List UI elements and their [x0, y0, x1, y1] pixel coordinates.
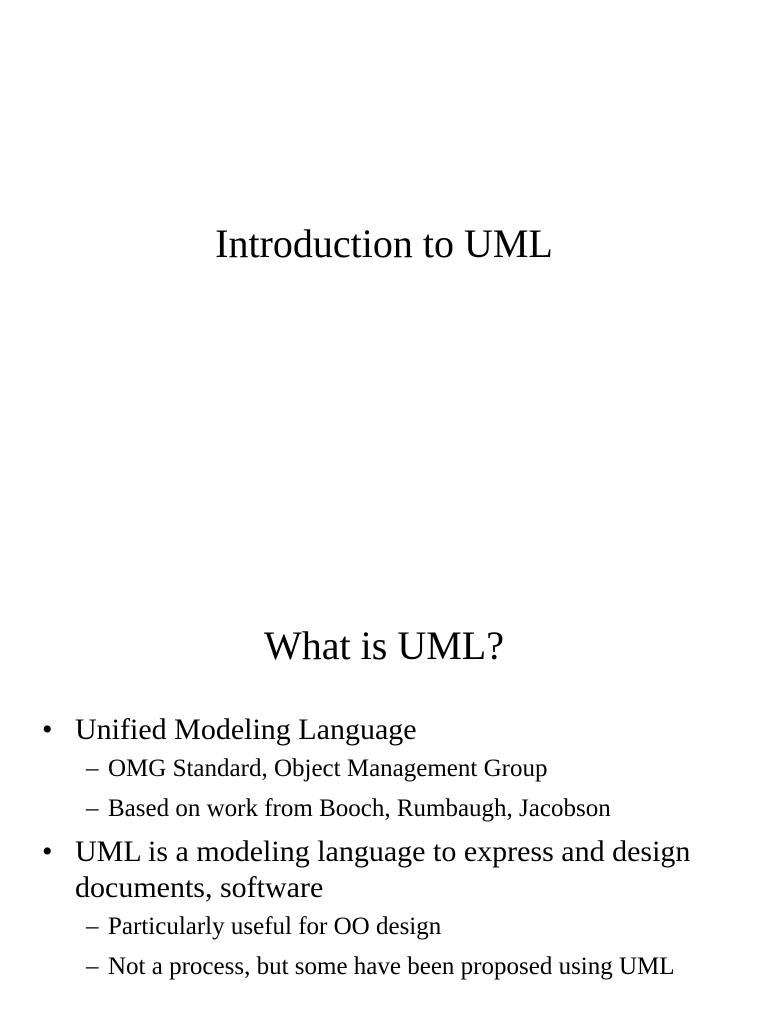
bullet-text: UML is a modeling language to express and design documents, software	[75, 835, 691, 904]
slide-title-introduction: Introduction to UML	[215, 221, 553, 266]
sub-bullet-marker: –	[86, 953, 99, 980]
sub-bullet-item	[0, 952, 768, 982]
sub-bullet-marker: –	[86, 913, 99, 940]
sub-bullet-marker: –	[86, 795, 99, 822]
bullet-item	[0, 712, 768, 748]
sub-bullet-text: Not a process, but some have been proposed using UML	[108, 953, 675, 980]
sub-bullet-text: Based on work from Booch, Rumbaugh, Jacobson	[108, 795, 611, 822]
sub-bullet-item	[0, 754, 768, 784]
sub-bullet-text: Particularly useful for OO design	[108, 913, 442, 940]
bullet-list	[0, 712, 768, 992]
bullet-marker: •	[42, 835, 53, 868]
sub-bullet-text: OMG Standard, Object Management Group	[108, 755, 548, 782]
bullet-marker: •	[42, 713, 53, 746]
sub-bullet-item	[0, 794, 768, 824]
sub-bullet-marker: –	[86, 755, 99, 782]
slide-title-what-is-uml: What is UML?	[264, 623, 504, 668]
sub-bullet-item	[0, 912, 768, 942]
bullet-item	[0, 834, 768, 906]
bullet-text: Unified Modeling Language	[75, 713, 417, 746]
